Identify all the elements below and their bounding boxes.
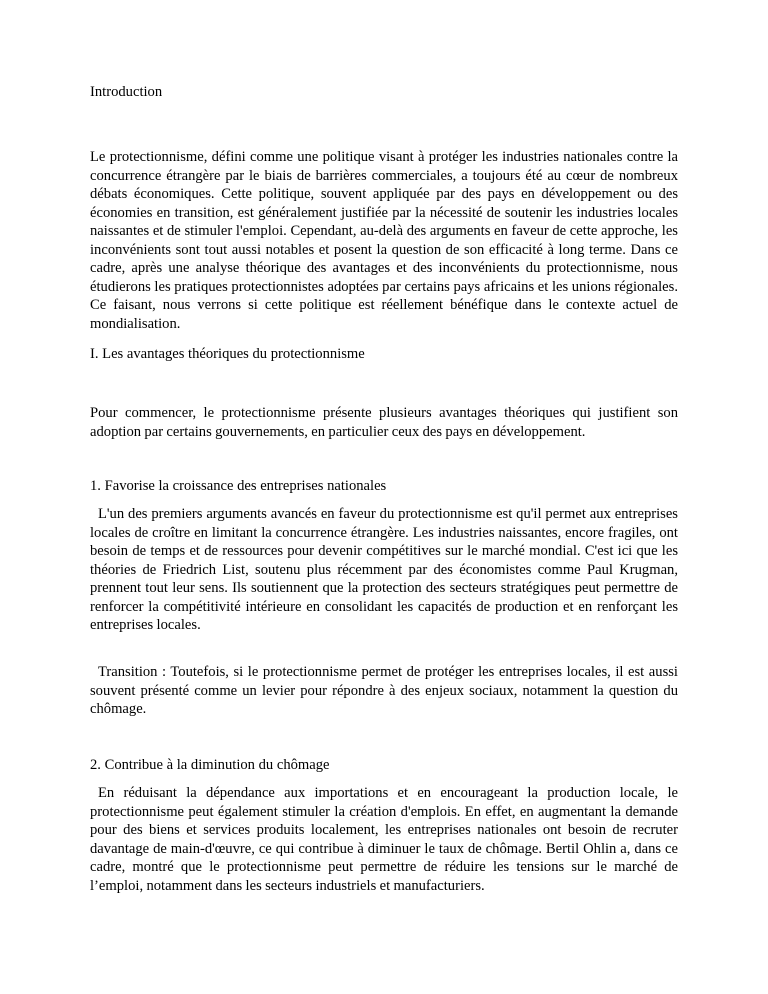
heading-introduction: Introduction bbox=[90, 84, 163, 100]
paragraph-section-1-intro: Pour commencer, le protectionnisme présente plusieurs avantages théoriques qui justifient son adoption par certains gouvernements, en particulier ceux des pays en développement. bbox=[90, 405, 678, 440]
heading-section-1: I. Les avantages théoriques du protectionnisme bbox=[90, 346, 365, 362]
paragraph-subsection-2: En réduisant la dépendance aux importations et en encourageant la production locale, le protectionnisme peut également stimuler la création d'emplois. En effet, en augmentant la demande pour des biens et services produits localement, les entreprises nationales ont besoin de recruter davantage de main-d'œuvre, ce qui contribue à diminuer le taux de chômage. Bertil Ohlin a, dans ce cadre, montré que le protectionnisme peut permettre de réduire les tensions sur le marché de l’emploi, notamment dans les secteurs industriels et manufacturiers. bbox=[90, 785, 678, 894]
heading-subsection-2: 2. Contribue à la diminution du chômage bbox=[90, 757, 330, 773]
heading-subsection-1: 1. Favorise la croissance des entreprises nationales bbox=[90, 478, 387, 494]
paragraph-transition: Transition : Toutefois, si le protectionnisme permet de protéger les entreprises locales, il est aussi souvent présenté comme un levier pour répondre à des enjeux sociaux, notamment la question du chômage. bbox=[90, 664, 678, 717]
paragraph-introduction: Le protectionnisme, défini comme une politique visant à protéger les industries nationales contre la concurrence étrangère par le biais de barrières commerciales, a toujours été au cœur de nombreux débats économiques. Cette politique, souvent appliquée par des pays en développement ou des économies en transition, est généralement justifiée par la nécessité de soutenir les industries locales naissantes et de stimuler l'emploi. Cependant, au-delà des arguments en faveur de cette approche, les inconvénients sont tout aussi notables et posent la question de son efficacité à long terme. Dans ce cadre, après une analyse théorique des avantages et des inconvénients du protectionnisme, nous étudierons les pratiques protectionnistes adoptées par certains pays africains et les unions régionales. Ce faisant, nous verrons si cette politique est réellement bénéfique dans le contexte actuel de mondialisation. bbox=[90, 149, 678, 332]
paragraph-subsection-1: L'un des premiers arguments avancés en faveur du protectionnisme est qu'il permet aux entreprises locales de croître en limitant la concurrence étrangère. Les industries naissantes, encore fragiles, ont besoin de temps et de ressources pour devenir compétitives sur le marché mondial. C'est ici que les théories de Friedrich List, soutenu plus récemment par des économistes comme Paul Krugman, prennent tout leur sens. Ils soutiennent que la protection des secteurs stratégiques peut permettre de renforcer la compétitivité intérieure en consolidant les capacités de production et en renforçant les entreprises locales. bbox=[90, 506, 678, 633]
